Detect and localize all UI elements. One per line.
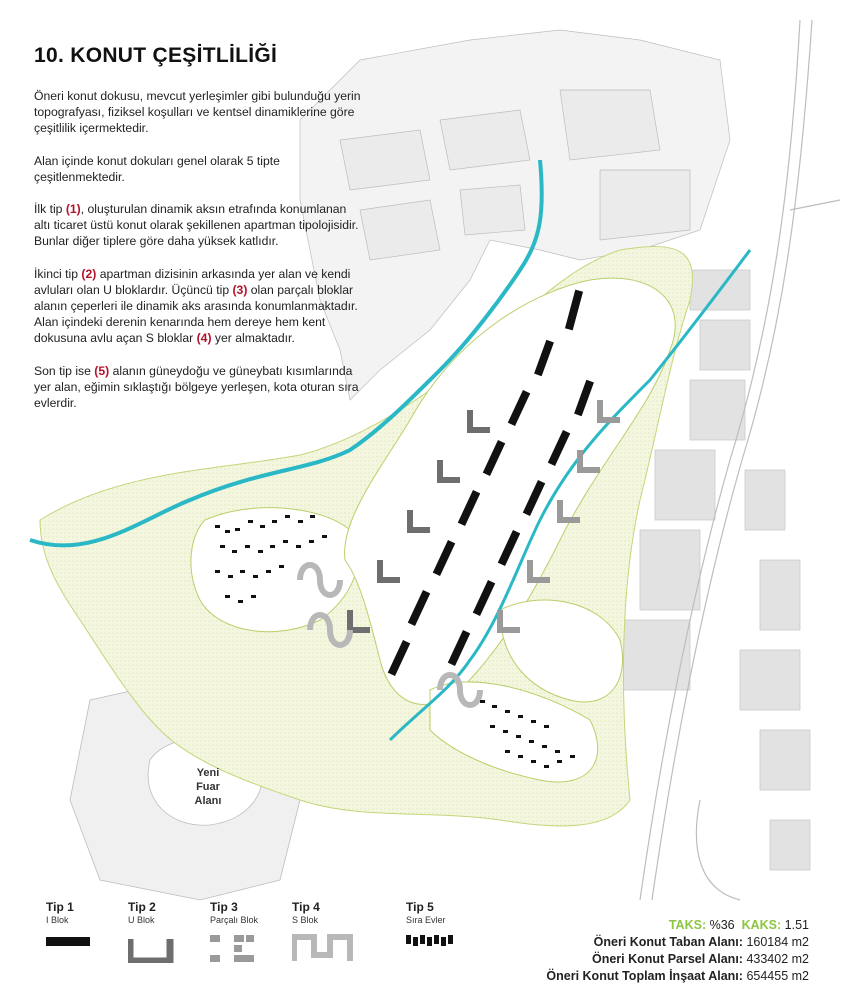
legend-tip5-swatch xyxy=(406,933,456,949)
legend-tip1-swatch xyxy=(46,933,92,949)
legend-tip4-swatch xyxy=(292,933,354,963)
stats-parsel: Öneri Konut Parsel Alanı: 433402 m2 xyxy=(592,952,809,966)
taks-value: %36 xyxy=(709,918,735,932)
description-p4: İkinci tip (2) apartman dizisinin arkasında yer alan ve kendi avluları olan U bloklardır. Üçüncü tip (3) olan parçalı bloklar alanın çeperleri ile dinamik aks arasında konumlanmaktadır. Alan içindeki derenin kenarında hem dereye hem kent dokusuna avlu açan S bloklar (4) yer almaktadır. xyxy=(34,266,358,346)
description-p1: Öneri konut dokusu, mevcut yerleşimler gibi bulunduğu yerin topografyası, fiziksel koşulları ve kentsel dinamiklerine göre çeşitlilik içermektedir. xyxy=(34,89,361,136)
type-ref-3: (3) xyxy=(232,282,248,297)
description-p5: Son tip ise (5) alanın güneydoğu ve güneybatı kısımlarında yer alan, eğimin sıklaştığı bölgeye yerleşen, kota oturan sıra evlerdir. xyxy=(34,363,359,411)
description-text xyxy=(34,88,364,427)
stats-insaat: Öneri Konut Toplam İnşaat Alanı: 654455 m2 xyxy=(546,969,809,983)
legend-tip2: Tip 2 U Blok xyxy=(128,900,174,963)
legend-tip2-swatch xyxy=(128,933,174,963)
fair-area-label: Yeni Fuar Alanı xyxy=(194,767,222,807)
type-ref-1: (1) xyxy=(65,202,81,217)
legend-tip3-swatch xyxy=(210,933,256,963)
stats-taban: Öneri Konut Taban Alanı: 160184 m2 xyxy=(593,935,809,949)
stats-taks-kaks: TAKS: %36 KAKS: 1.51 xyxy=(668,918,809,932)
legend-tip5: Tip 5 Sıra Evler xyxy=(406,900,456,949)
statistics-panel xyxy=(546,917,809,985)
type-ref-4: (4) xyxy=(196,331,212,346)
legend-tip3: Tip 3 Parçalı Blok xyxy=(210,900,258,963)
legend-tip1: Tip 1 I Blok xyxy=(46,900,92,949)
page-title: 10. KONUT ÇEŞİTLİLİĞİ xyxy=(34,44,278,67)
kaks-value: 1.51 xyxy=(784,918,809,932)
type-ref-5: (5) xyxy=(94,363,110,378)
description-p2: Alan içinde konut dokuları genel olarak 5 tipte çeşitlenmektedir. xyxy=(34,153,280,184)
legend-tip4: Tip 4 S Blok xyxy=(292,900,354,963)
description-p3: İlk tip (1), oluşturulan dinamik aksın etrafında konumlanan altı ticaret üstü konut olarak şekillenen apartman tipolojisidir. Bunlar diğer tiplere göre daha yüksek katlıdır. xyxy=(34,202,359,249)
type-ref-2: (2) xyxy=(81,266,97,281)
